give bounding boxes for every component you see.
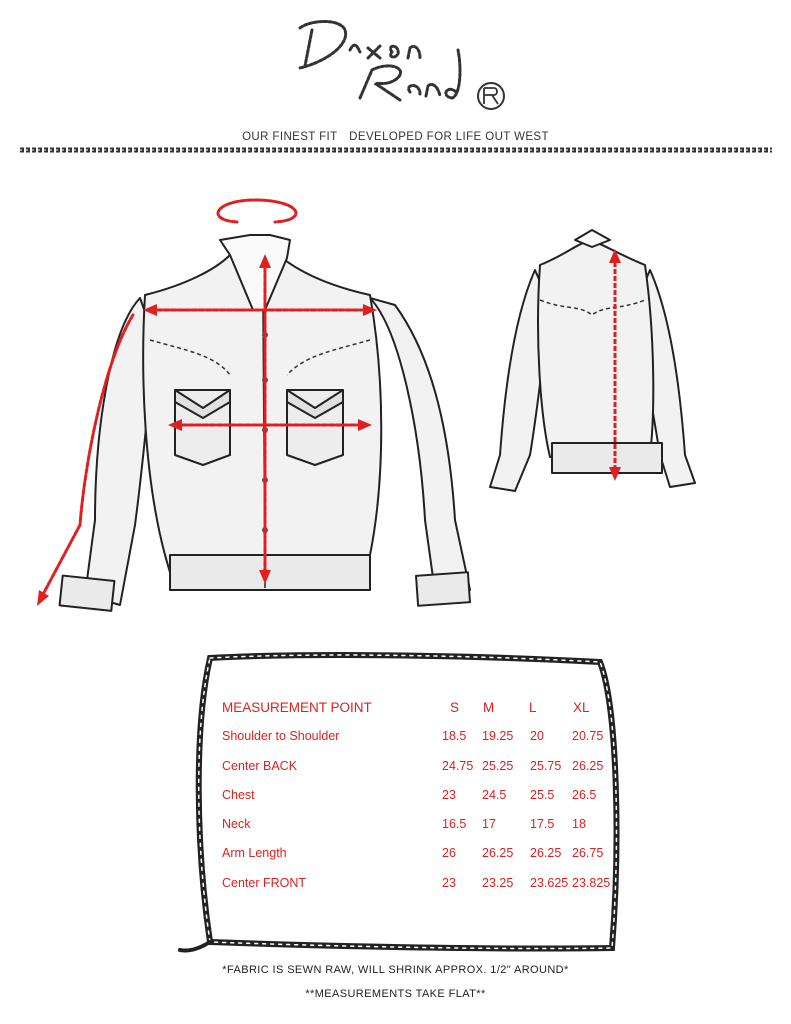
cell-s: 24.75 <box>442 758 474 773</box>
tagline <box>0 131 791 143</box>
header-size-m: M <box>483 700 495 715</box>
jacket-front-illustration <box>25 180 475 640</box>
header-size-xl: XL <box>573 700 590 715</box>
header-size-l: L <box>529 700 537 715</box>
rope-divider <box>20 146 772 154</box>
jacket-back-illustration <box>480 225 705 495</box>
cell-m: 26.25 <box>482 846 514 861</box>
table-row <box>222 876 612 905</box>
cell-xl: 26.75 <box>572 846 604 861</box>
cell-l: 25.5 <box>530 787 555 802</box>
size-chart-table <box>222 700 612 905</box>
cell-xl: 23.825 <box>572 875 611 890</box>
cell-xl: 20.75 <box>572 729 604 744</box>
row-label: Neck <box>222 817 251 832</box>
cell-m: 23.25 <box>482 875 514 890</box>
cell-l: 25.75 <box>530 758 562 773</box>
cell-m: 19.25 <box>482 729 514 744</box>
cell-s: 23 <box>442 875 456 890</box>
cell-s: 23 <box>442 787 456 802</box>
cell-xl: 26.25 <box>572 758 604 773</box>
table-header-row <box>222 700 612 729</box>
table-row <box>222 846 612 875</box>
cell-m: 24.5 <box>482 787 507 802</box>
table-row <box>222 729 612 758</box>
cell-s: 26 <box>442 846 456 861</box>
cell-l: 17.5 <box>530 817 555 832</box>
cell-xl: 26.5 <box>572 787 597 802</box>
tagline-part-2: DEVELOPED FOR LIFE OUT WEST <box>349 131 549 143</box>
measure-flat-note: **MEASUREMENTS TAKE FLAT** <box>305 988 486 1000</box>
table-row <box>222 788 612 817</box>
cell-l: 23.625 <box>530 875 569 890</box>
row-label: Arm Length <box>222 846 287 861</box>
dr-monogram-icon <box>478 83 504 109</box>
table-row <box>222 759 612 788</box>
header-size-s: S <box>450 700 460 715</box>
row-label: Center BACK <box>222 758 298 773</box>
fabric-shrink-note: *FABRIC IS SEWN RAW, WILL SHRINK APPROX. 1/2" AROUND* <box>222 964 569 976</box>
row-label: Center FRONT <box>222 875 307 890</box>
cell-s: 18.5 <box>442 729 467 744</box>
cell-m: 25.25 <box>482 758 514 773</box>
row-label: Shoulder to Shoulder <box>222 729 340 744</box>
tagline-part-1: OUR FINEST FIT <box>242 131 338 143</box>
cell-xl: 18 <box>572 817 586 832</box>
cell-l: 26.25 <box>530 846 562 861</box>
cell-l: 20 <box>530 729 544 744</box>
brand-logo <box>0 0 791 130</box>
table-row <box>222 817 612 846</box>
cell-m: 17 <box>482 817 496 832</box>
cell-s: 16.5 <box>442 817 467 832</box>
header-measurement-point: MEASUREMENT POINT <box>222 700 372 715</box>
row-label: Chest <box>222 787 255 802</box>
